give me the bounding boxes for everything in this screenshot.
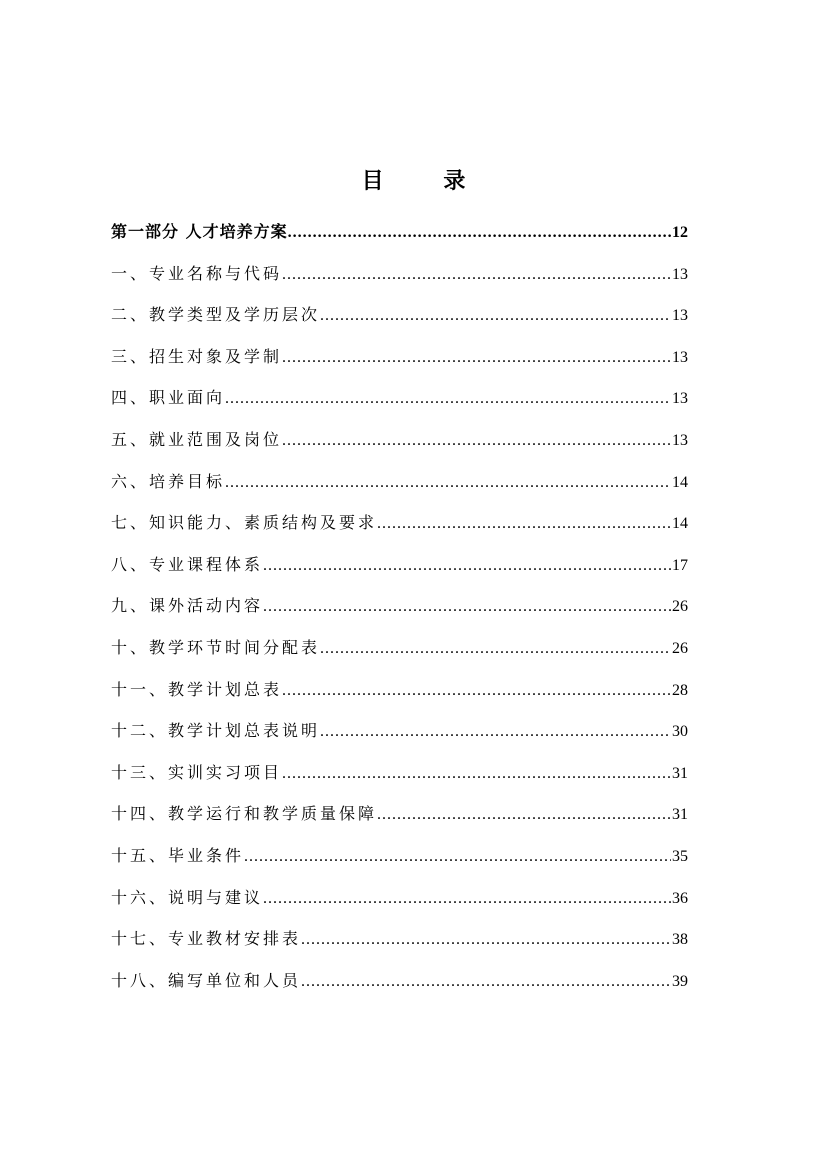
- toc-entry-page: 17: [672, 556, 688, 574]
- toc-entry-page: 13: [672, 265, 688, 283]
- dot-leader: [377, 511, 671, 537]
- dot-leader: [263, 553, 671, 579]
- toc-entry[interactable]: [111, 635, 688, 677]
- toc-entry-page: 26: [672, 639, 688, 657]
- toc-entry[interactable]: [111, 302, 688, 344]
- dot-leader: [282, 262, 671, 288]
- toc-entry-label: 十六、说明与建议: [111, 887, 264, 907]
- toc-entry-label: 十三、实训实习项目: [111, 762, 283, 782]
- toc-entry-page: 31: [672, 764, 688, 782]
- toc-entry-page: 39: [672, 972, 688, 990]
- toc-entry-label: 第一部分 人才培养方案: [111, 222, 288, 241]
- toc-entry[interactable]: [111, 552, 688, 594]
- toc-entry-page: 13: [672, 348, 688, 366]
- dot-leader: [225, 386, 671, 412]
- toc-entry[interactable]: [111, 801, 688, 843]
- toc-entry-page: 13: [672, 307, 688, 325]
- dot-leader: [320, 636, 671, 662]
- toc-entry[interactable]: [111, 344, 688, 386]
- toc-entry-label: 六、培养目标: [111, 471, 226, 491]
- toc-entry-label: 十四、教学运行和教学质量保障: [111, 804, 378, 824]
- toc-entry-page: 30: [672, 723, 688, 741]
- toc-entry[interactable]: [111, 677, 688, 719]
- toc-list: [111, 219, 688, 1009]
- toc-title: 目 录: [361, 168, 492, 194]
- dot-leader: [320, 719, 671, 745]
- dot-leader: [288, 220, 671, 246]
- toc-entry-page: 35: [672, 847, 688, 865]
- dot-leader: [320, 303, 671, 329]
- toc-entry[interactable]: [111, 593, 688, 635]
- toc-entry-label: 三、招生对象及学制: [111, 346, 283, 366]
- toc-entry-label: 九、课外活动内容: [111, 596, 264, 616]
- toc-entry-label: 五、就业范围及岗位: [111, 429, 283, 449]
- toc-entry-label: 四、职业面向: [111, 388, 226, 408]
- toc-entry-label: 十二、教学计划总表说明: [111, 721, 321, 741]
- toc-entry-page: 36: [672, 889, 688, 907]
- toc-entry[interactable]: [111, 760, 688, 802]
- toc-entry-page: 13: [672, 390, 688, 408]
- toc-entry-label: 八、专业课程体系: [111, 554, 264, 574]
- toc-entry-label: 二、教学类型及学历层次: [111, 305, 321, 325]
- toc-entry[interactable]: [111, 968, 688, 1010]
- toc-entry-page: 26: [672, 598, 688, 616]
- toc-entry[interactable]: [111, 843, 688, 885]
- toc-entry[interactable]: [111, 510, 688, 552]
- toc-entry-page: 14: [672, 473, 688, 491]
- toc-entry-label: 十一、教学计划总表: [111, 679, 283, 699]
- toc-entry[interactable]: [111, 427, 688, 469]
- toc-entry-part-one[interactable]: [111, 219, 688, 261]
- dot-leader: [263, 594, 671, 620]
- toc-entry-label: 十、教学环节时间分配表: [111, 637, 321, 657]
- toc-entry[interactable]: [111, 385, 688, 427]
- dot-leader: [244, 844, 671, 870]
- toc-entry[interactable]: [111, 885, 688, 927]
- toc-entry-page: 13: [672, 431, 688, 449]
- dot-leader: [301, 969, 671, 995]
- toc-entry-page: 12: [672, 224, 688, 241]
- toc-entry-page: 14: [672, 515, 688, 533]
- dot-leader: [282, 428, 671, 454]
- toc-entry[interactable]: [111, 261, 688, 303]
- toc-entry-label: 十七、专业教材安排表: [111, 929, 302, 949]
- dot-leader: [282, 345, 671, 371]
- toc-entry-page: 38: [672, 931, 688, 949]
- dot-leader: [263, 886, 671, 912]
- dot-leader: [282, 678, 671, 704]
- dot-leader: [301, 927, 671, 953]
- dot-leader: [377, 802, 671, 828]
- toc-entry[interactable]: [111, 926, 688, 968]
- toc-entry-label: 十五、毕业条件: [111, 845, 245, 865]
- toc-entry-label: 七、知识能力、素质结构及要求: [111, 513, 378, 533]
- toc-entry[interactable]: [111, 718, 688, 760]
- toc-entry-label: 一、专业名称与代码: [111, 263, 283, 283]
- toc-entry-page: 31: [672, 806, 688, 824]
- toc-entry-label: 十八、编写单位和人员: [111, 970, 302, 990]
- dot-leader: [282, 761, 671, 787]
- toc-entry[interactable]: [111, 469, 688, 511]
- toc-entry-page: 28: [672, 681, 688, 699]
- dot-leader: [225, 470, 671, 496]
